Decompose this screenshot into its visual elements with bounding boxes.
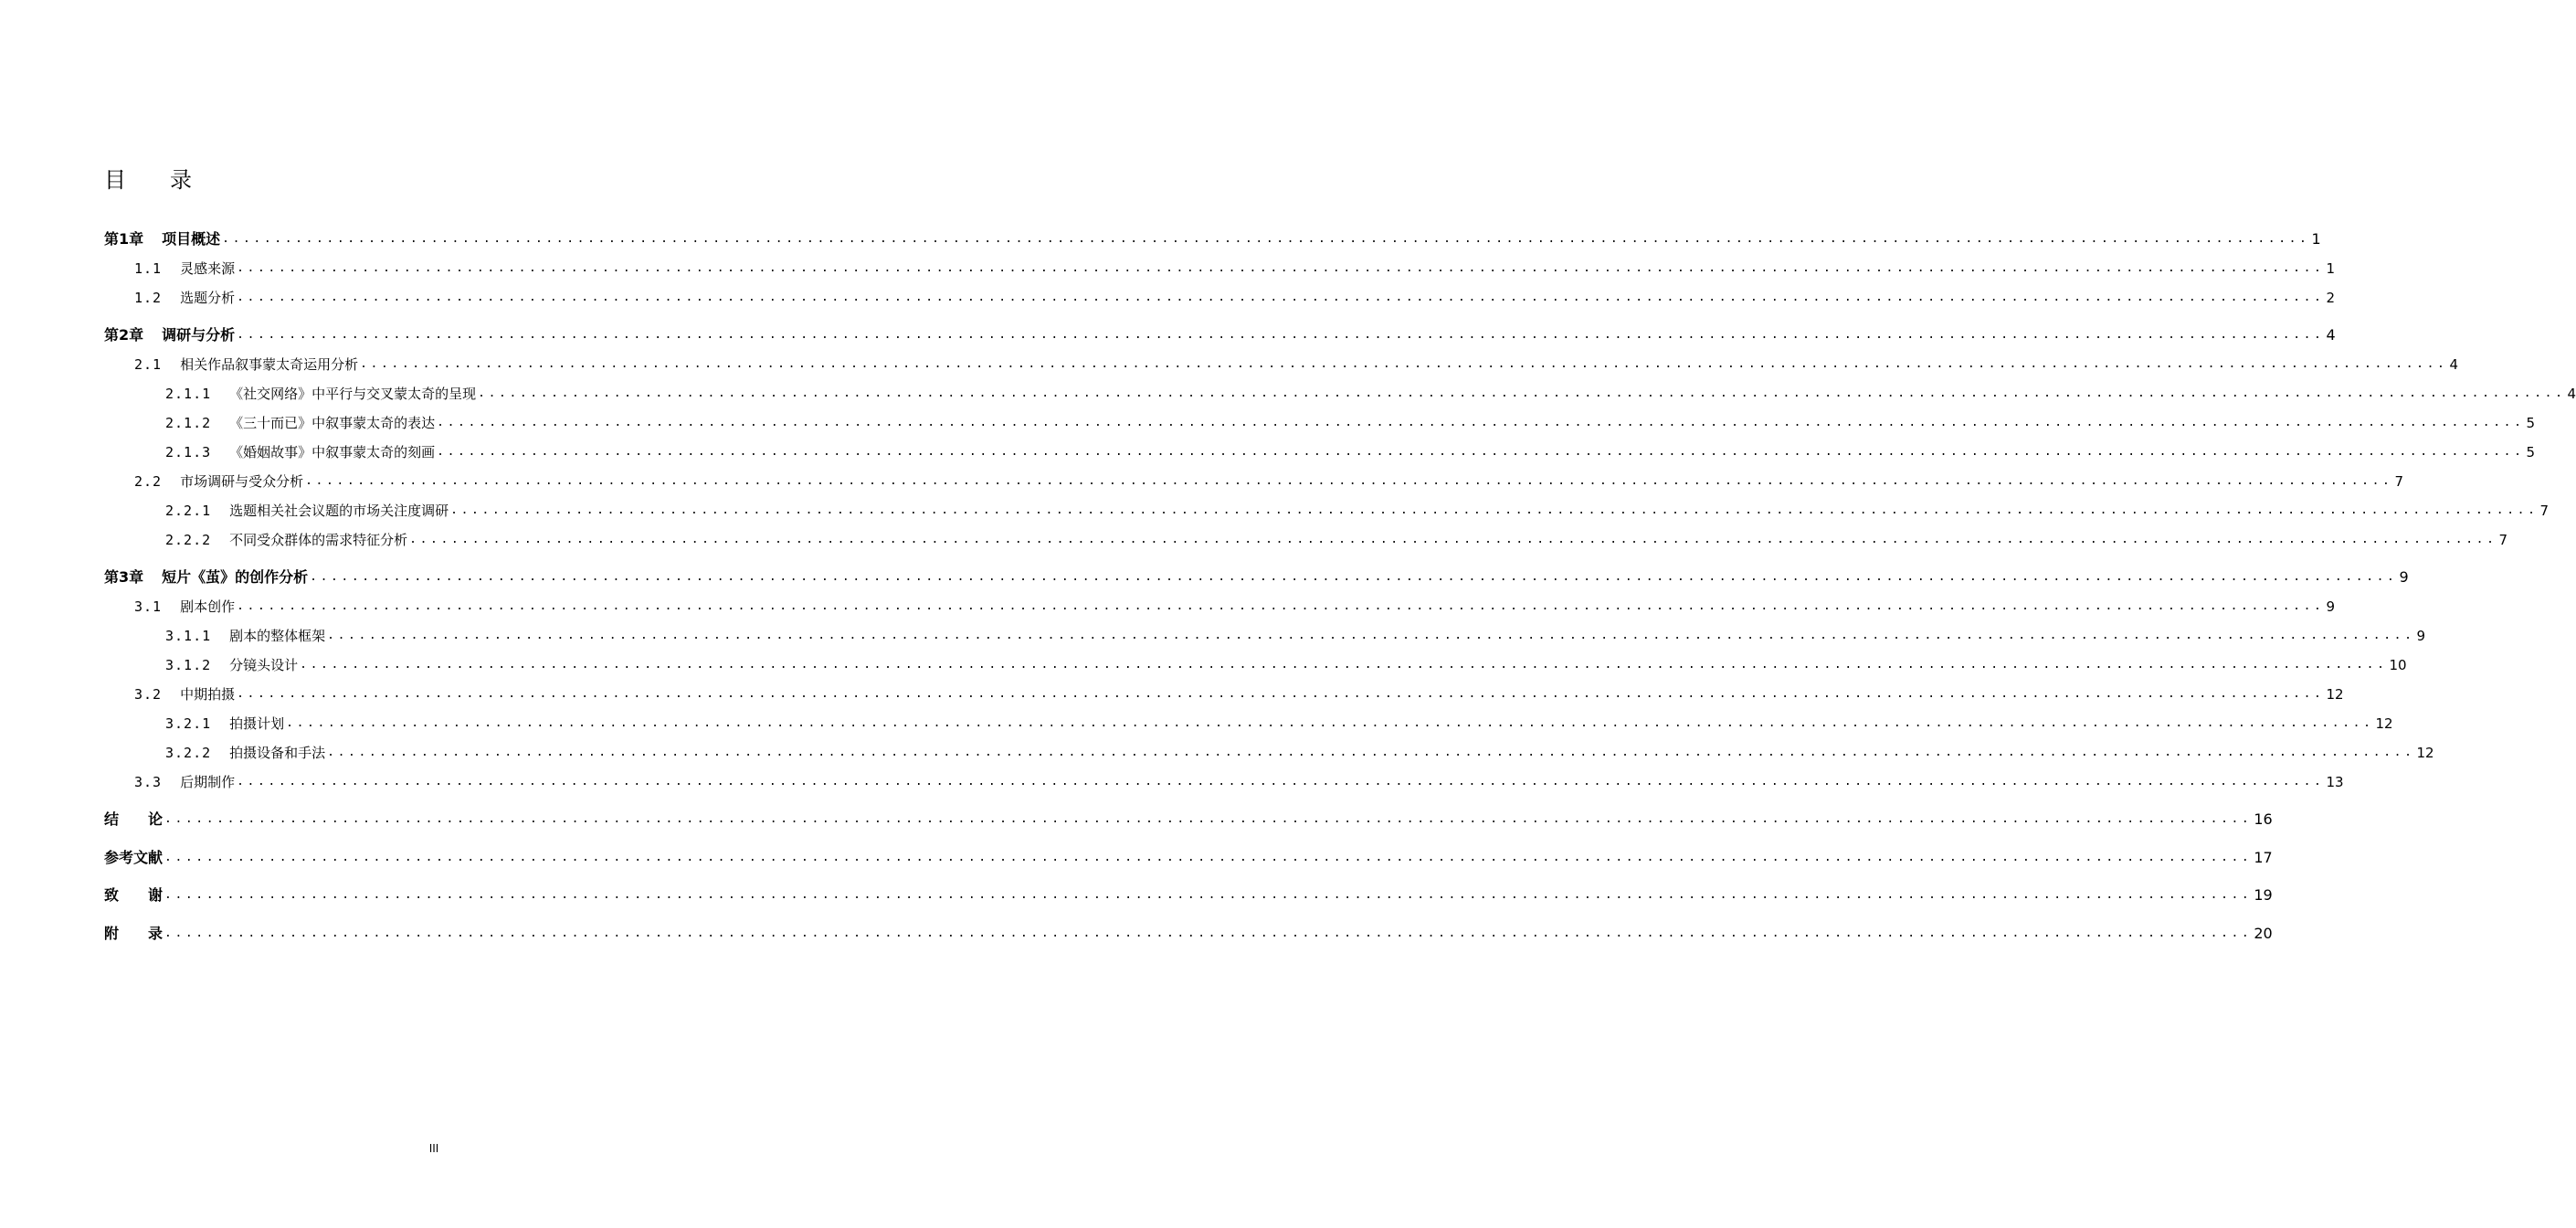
toc-dot-leader: ........................................................................................................................................................................................................ xyxy=(222,232,2310,246)
toc-entry-number: 2.1.3 xyxy=(165,444,212,460)
toc-entry-page: 4 xyxy=(2326,326,2336,344)
toc-entry-title: 灵感来源 xyxy=(180,260,236,277)
toc-entry-number: 2.2.1 xyxy=(165,503,212,519)
toc-entry[interactable] xyxy=(165,711,2393,733)
toc-entry-title: 后期制作 xyxy=(180,774,236,790)
toc-entry-title: 剧本创作 xyxy=(180,598,236,615)
page-number-footer: III xyxy=(428,1142,439,1155)
toc-dot-leader: ........................................................................................................................................................................................................ xyxy=(237,261,2325,275)
toc-entry-number: 3.3 xyxy=(134,774,163,790)
toc-entry[interactable] xyxy=(165,623,2426,645)
toc-entry-number: 3.2 xyxy=(134,686,163,703)
toc-dot-leader: ........................................................................................................................................................................................................ xyxy=(360,357,2448,371)
toc-entry-page: 7 xyxy=(2539,503,2550,519)
toc-dot-leader: ........................................................................................................................................................................................................ xyxy=(300,658,2388,672)
toc-entry-title: 选题相关社会议题的市场关注度调研 xyxy=(229,503,449,519)
toc-entry-page: 9 xyxy=(2399,568,2409,586)
toc-entry-page: 12 xyxy=(2375,715,2393,732)
toc-entry-title: 不同受众群体的需求特征分析 xyxy=(229,532,408,548)
toc-entry-number: 2.1 xyxy=(134,356,163,373)
toc-entry[interactable] xyxy=(165,652,2407,674)
toc-entry-number: 3.2.2 xyxy=(165,745,212,761)
toc-entry-title: 短片《茧》的创作分析 xyxy=(162,568,309,586)
toc-entry-page: 4 xyxy=(2567,386,2576,402)
toc-entry-page: 9 xyxy=(2416,628,2426,644)
toc-dot-leader: ........................................................................................................................................................................................................ xyxy=(305,474,2393,488)
toc-entry[interactable] xyxy=(104,845,2273,867)
toc-entry[interactable] xyxy=(104,883,2273,905)
toc-entry-number: 2.2.2 xyxy=(165,532,212,548)
toc-entry[interactable] xyxy=(165,439,2536,461)
toc-entry-number: 3.1 xyxy=(134,598,163,615)
toc-entry-title: 剧本的整体框架 xyxy=(229,628,326,644)
toc-entry[interactable] xyxy=(134,769,2344,791)
toc-entry[interactable] xyxy=(134,285,2335,307)
toc-entry-number: 3.1.2 xyxy=(165,657,212,673)
toc-dot-leader: ........................................................................................................................................................................................................ xyxy=(164,888,2253,902)
toc-entry-number: 1.1 xyxy=(134,260,163,277)
toc-entry-title: 《三十而已》中叙事蒙太奇的表达 xyxy=(229,415,436,431)
toc-entry-page: 20 xyxy=(2254,925,2273,942)
toc-entry-page: 9 xyxy=(2326,598,2335,615)
toc-entry[interactable] xyxy=(134,256,2335,278)
toc-entry-number: 3.2.1 xyxy=(165,715,212,732)
toc-entry-page: 5 xyxy=(2526,415,2536,431)
toc-entry-title: 调研与分析 xyxy=(162,326,236,344)
toc-dot-leader: ........................................................................................................................................................................................................ xyxy=(478,386,2566,400)
toc-dot-leader: ........................................................................................................................................................................................................ xyxy=(237,687,2325,701)
toc-dot-leader: ........................................................................................................................................................................................................ xyxy=(450,503,2539,517)
toc-dot-leader: ........................................................................................................................................................................................................ xyxy=(327,629,2415,642)
toc-entry[interactable] xyxy=(134,469,2403,491)
toc-entry[interactable] xyxy=(134,594,2335,616)
toc-entry-title: 参考文献 xyxy=(104,849,164,866)
toc-entry-title: 《社交网络》中平行与交叉蒙太奇的呈现 xyxy=(229,386,477,402)
toc-entry-number: 第1章 xyxy=(104,230,144,248)
toc-entry[interactable] xyxy=(104,323,2336,344)
toc-dot-leader: ........................................................................................................................................................................................................ xyxy=(310,570,2398,584)
toc-entry[interactable] xyxy=(134,352,2458,374)
toc-dot-leader: ........................................................................................................................................................................................................ xyxy=(437,445,2525,459)
page-title: 目 录 xyxy=(104,167,192,193)
toc-entry-title: 分镜头设计 xyxy=(229,657,299,673)
toc-entry[interactable] xyxy=(165,381,2576,403)
toc-entry-page: 5 xyxy=(2526,444,2536,460)
toc-dot-leader: ........................................................................................................................................................................................................ xyxy=(237,328,2325,342)
toc-entry-number: 1.2 xyxy=(134,290,163,306)
toc-entry[interactable] xyxy=(134,682,2344,704)
toc-entry-page: 4 xyxy=(2449,356,2458,373)
toc-dot-leader: ........................................................................................................................................................................................................ xyxy=(164,851,2253,864)
toc-dot-leader: ........................................................................................................................................................................................................ xyxy=(164,812,2253,826)
toc-entry-title: 市场调研与受众分析 xyxy=(180,473,304,490)
toc-entry[interactable] xyxy=(104,565,2409,587)
toc-entry[interactable] xyxy=(104,921,2273,943)
toc-dot-leader: ........................................................................................................................................................................................................ xyxy=(237,599,2325,613)
toc-entry-page: 2 xyxy=(2326,290,2335,306)
toc-dot-leader: ........................................................................................................................................................................................................ xyxy=(237,291,2325,304)
toc-dot-leader: ........................................................................................................................................................................................................ xyxy=(327,746,2415,759)
toc-entry-title: 拍摄计划 xyxy=(229,715,285,732)
toc-entry-page: 16 xyxy=(2254,810,2273,828)
toc-entry-title: 附 录 xyxy=(104,925,164,942)
toc-entry-number: 第3章 xyxy=(104,568,144,586)
toc-entry[interactable] xyxy=(165,498,2550,520)
toc-entry-title: 致 谢 xyxy=(104,886,164,904)
toc-entry-title: 结 论 xyxy=(104,810,164,828)
toc-dot-leader: ........................................................................................................................................................................................................ xyxy=(286,716,2374,730)
toc-entry-page: 1 xyxy=(2311,230,2321,248)
toc-entry-page: 17 xyxy=(2254,849,2273,866)
toc-dot-leader: ........................................................................................................................................................................................................ xyxy=(409,533,2497,546)
toc-entry-number: 2.1.1 xyxy=(165,386,212,402)
toc-dot-leader: ........................................................................................................................................................................................................ xyxy=(237,775,2325,789)
toc-entry-page: 10 xyxy=(2389,657,2407,673)
toc-entry-title: 拍摄设备和手法 xyxy=(229,745,326,761)
toc-entry-page: 19 xyxy=(2254,886,2273,904)
toc-entry-page: 7 xyxy=(2394,473,2403,490)
toc-entry-title: 中期拍摄 xyxy=(180,686,236,703)
toc-entry-number: 2.1.2 xyxy=(165,415,212,431)
toc-entry-page: 1 xyxy=(2326,260,2335,277)
toc-entry-title: 《婚姻故事》中叙事蒙太奇的刻画 xyxy=(229,444,436,460)
toc-entry-page: 7 xyxy=(2498,532,2508,548)
toc-entry-title: 相关作品叙事蒙太奇运用分析 xyxy=(180,356,359,373)
toc-entry-number: 2.2 xyxy=(134,473,163,490)
toc-entry[interactable] xyxy=(165,410,2536,432)
toc-entry-number: 第2章 xyxy=(104,326,144,344)
toc-entry[interactable] xyxy=(104,807,2273,829)
toc-entry-title: 项目概述 xyxy=(162,230,221,248)
toc-dot-leader: ........................................................................................................................................................................................................ xyxy=(164,926,2253,940)
toc-dot-leader: ........................................................................................................................................................................................................ xyxy=(437,416,2525,429)
toc-entry[interactable] xyxy=(165,527,2508,549)
toc-entry[interactable] xyxy=(165,740,2434,762)
toc-entry-page: 13 xyxy=(2326,774,2344,790)
toc-entry-title: 选题分析 xyxy=(180,290,236,306)
toc-entry-number: 3.1.1 xyxy=(165,628,212,644)
toc-entry[interactable] xyxy=(104,227,2321,249)
toc-entry-page: 12 xyxy=(2326,686,2344,703)
toc-entry-page: 12 xyxy=(2416,745,2434,761)
